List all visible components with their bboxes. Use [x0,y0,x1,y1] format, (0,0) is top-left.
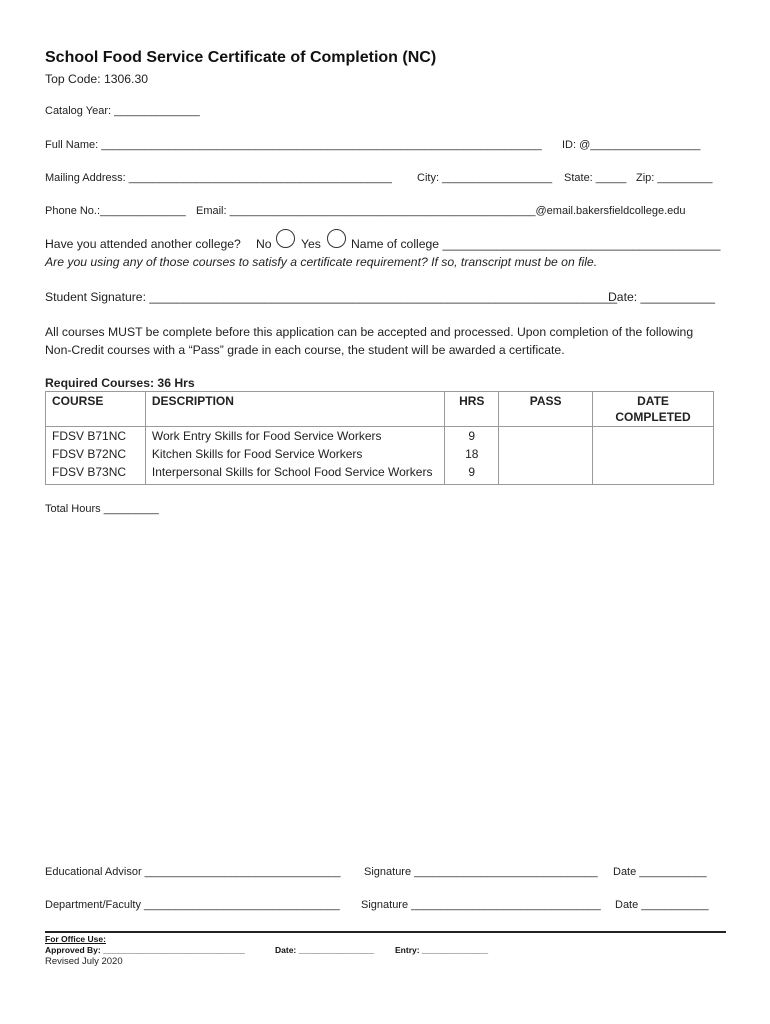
top-code: Top Code: 1306.30 [45,72,148,86]
course-hrs: 9 [445,427,499,446]
header-date-completed: DATE COMPLETED [593,392,714,427]
department-signature-field[interactable]: Signature _______________________________ [361,899,601,911]
course-code: FDSV B71NC [46,427,146,446]
header-course: COURSE [46,392,146,427]
course-description: Interpersonal Skills for School Food Service Workers [145,463,444,485]
college-name-field[interactable]: Name of college _________________________________________ [351,237,721,251]
course-hrs: 9 [445,463,499,485]
transcript-note: Are you using any of those courses to satisfy a certificate requirement? If so, transcript must be on file. [45,255,598,269]
city-field[interactable]: City: __________________ [417,172,553,184]
catalog-year-field[interactable]: Catalog Year: ______________ [45,105,200,117]
course-description: Work Entry Skills for Food Service Workers [145,427,444,446]
phone-field[interactable]: Phone No.:______________ [45,205,186,217]
advisor-signature-field[interactable]: Signature ______________________________ [364,866,598,878]
date-completed-cell[interactable] [593,427,714,446]
courses-table [45,391,714,485]
state-field[interactable]: State: _____ [564,172,627,184]
advisor-date-field[interactable]: Date ___________ [613,866,707,878]
instructions-text-2: Non-Credit courses with a “Pass” grade in each course, the student will be awarded a certificate. [45,343,565,357]
table-row [46,463,714,485]
header-hrs: HRS [445,392,499,427]
instructions-text: All courses MUST be complete before this application can be accepted and processed. Upon completion of the following [45,325,694,339]
course-code: FDSV B72NC [46,445,146,463]
entry-field[interactable]: Entry: ______________ [395,945,489,955]
required-courses-heading: Required Courses: 36 Hrs [45,376,195,390]
pass-cell[interactable] [499,445,593,463]
advisor-field[interactable]: Educational Advisor ________________________________ [45,866,341,878]
mailing-address-field[interactable]: Mailing Address: ___________________________________________ [45,172,392,184]
attended-question: Have you attended another college? [45,237,241,251]
table-row [46,427,714,446]
course-description: Kitchen Skills for Food Service Workers [145,445,444,463]
approved-by-field[interactable]: Approved By: ______________________________ [45,945,245,955]
page-title: School Food Service Certificate of Completion (NC) [45,49,437,66]
office-use-heading: For Office Use: [45,934,106,944]
revised-date: Revised July 2020 [45,956,123,967]
full-name-field[interactable]: Full Name: ________________________________________________________________________ [45,139,542,151]
pass-cell[interactable] [499,427,593,446]
divider [45,931,726,933]
email-field[interactable]: Email: __________________________________________________@email.bakersfieldcollege.edu [196,205,686,217]
office-date-field[interactable]: Date: ________________ [275,945,375,955]
department-field[interactable]: Department/Faculty ________________________________ [45,899,340,911]
date-completed-cell[interactable] [593,445,714,463]
header-pass: PASS [499,392,593,427]
table-row [46,445,714,463]
total-hours-field[interactable]: Total Hours _________ [45,503,159,515]
department-date-field[interactable]: Date ___________ [615,899,709,911]
yes-radio[interactable] [327,229,346,248]
zip-field[interactable]: Zip: _________ [636,172,713,184]
date-completed-cell[interactable] [593,463,714,485]
id-field[interactable]: ID: @__________________ [562,139,701,151]
no-label: No [256,237,272,251]
header-description: DESCRIPTION [145,392,444,427]
pass-cell[interactable] [499,463,593,485]
no-radio[interactable] [276,229,295,248]
table-header-row [46,392,714,427]
student-signature-field[interactable]: Student Signature: _____________________________________________________________________ [45,290,618,304]
yes-label: Yes [301,237,321,251]
course-hrs: 18 [445,445,499,463]
student-date-field[interactable]: Date: ___________ [608,290,716,304]
course-code: FDSV B73NC [46,463,146,485]
